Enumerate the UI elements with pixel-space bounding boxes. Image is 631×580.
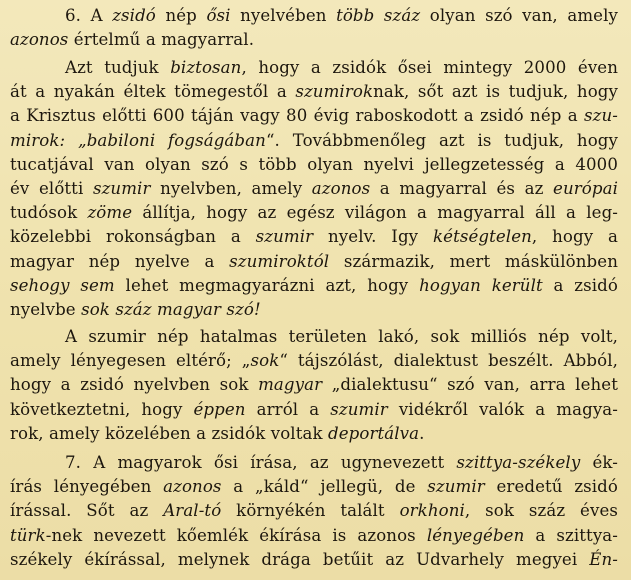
italic-text: Én-	[589, 549, 618, 569]
italic-text: szu-	[584, 106, 618, 126]
text-line	[10, 274, 618, 298]
text-line	[10, 398, 618, 422]
italic-text: ősi	[206, 6, 231, 25]
text-run: hogy a zsidó nyelvben sok	[10, 375, 259, 395]
text-run: következtetni, hogy	[10, 399, 194, 419]
text-line	[10, 28, 618, 52]
text-run: közelebbi rokonságban a	[10, 227, 256, 247]
text-line	[10, 422, 618, 446]
text-run: .	[419, 423, 425, 443]
text-run: nyelvében	[230, 6, 337, 25]
italic-text: hogyan került	[419, 275, 543, 295]
text-line	[10, 548, 618, 572]
paragraph-szumir-origin	[10, 56, 618, 322]
text-run: “ tájszólást, dialektust beszélt. Abból,	[279, 351, 618, 371]
italic-text: deportálva	[328, 423, 420, 443]
text-run: -nek nevezett kőemlék ékírása is azonos	[45, 525, 427, 545]
text-run: lehet megmagyarázni azt, hogy	[114, 275, 420, 295]
paragraph-6	[10, 4, 618, 52]
italic-text: lényegében	[426, 525, 525, 545]
text-run: állítja, hogy az egész világon a magyarral áll a leg-	[132, 203, 618, 223]
text-run: vidékről valók a magya-	[387, 399, 618, 419]
italic-text: sehogy sem	[10, 275, 115, 295]
text-run: nyelvben, amely	[150, 178, 312, 198]
text-run: értelmű a magyarral.	[68, 30, 255, 50]
text-run: 6. A	[65, 6, 113, 25]
text-line	[10, 225, 618, 249]
text-line	[10, 325, 618, 349]
paragraph-szumir-dialects	[10, 325, 618, 446]
italic-text: biztosan	[170, 58, 242, 77]
text-run: , hogy a	[531, 227, 618, 247]
italic-text: európai	[553, 178, 618, 198]
italic-text: éppen	[193, 399, 246, 419]
italic-text: szumir	[255, 227, 314, 247]
text-run: származik, mert máskülönben	[329, 251, 618, 271]
text-line	[10, 201, 618, 225]
text-run: amely lényegesen eltérő; „	[10, 351, 251, 371]
text-run: rok, amely közelében a zsidók voltak	[10, 423, 329, 443]
text-run: eredetű zsidó	[484, 477, 618, 497]
text-line	[10, 298, 618, 322]
text-line	[10, 524, 618, 548]
italic-text: magyar	[258, 375, 323, 395]
text-run: nyelv. Igy	[313, 227, 433, 247]
text-run: magyar nép nyelve a	[10, 251, 230, 271]
text-run: , hogy a zsidók ősei mintegy 2000 éven	[241, 58, 618, 77]
text-line	[10, 451, 618, 475]
text-run: tudósok	[10, 203, 88, 223]
text-line	[10, 475, 618, 499]
text-line	[10, 80, 618, 104]
italic-text: zsidó	[112, 6, 156, 25]
italic-text: kétségtelen	[433, 227, 532, 247]
text-line	[10, 153, 618, 177]
italic-text: azonos	[311, 178, 371, 198]
text-line	[10, 104, 618, 128]
text-run: a Krisztus előtti 600 táján vagy 80 évig raboskodott a zsidó nép a	[10, 106, 585, 126]
text-run: írás lényegében	[10, 477, 164, 497]
italic-text: orkhoni	[399, 501, 465, 521]
italic-text: több száz	[336, 6, 421, 25]
italic-text: türk	[10, 525, 46, 545]
text-run: a szittya-	[524, 525, 618, 545]
text-run: olyan szó van, amely	[420, 6, 618, 25]
italic-text: szumir	[92, 178, 151, 198]
text-line	[10, 349, 618, 373]
text-run: arról a	[245, 399, 331, 419]
text-run: tucatjával van olyan szó s több olyan nyelvi jellegzetesség a 4000	[10, 154, 618, 174]
text-run: Azt tudjuk	[65, 58, 171, 77]
text-run: írással. Sőt az	[10, 501, 164, 521]
text-run: “. Továbbmenőleg azt is tudjuk, hogy	[265, 130, 618, 150]
text-run: „dialektusu“ szó van, arra lehet	[322, 375, 618, 395]
text-line	[10, 499, 618, 523]
text-run: A szumir nép hatalmas területen lakó, sok milliós nép volt,	[65, 327, 618, 346]
text-run: a magyarral és az	[370, 178, 554, 198]
text-run: át a nyakán éltek tömegestől a	[10, 82, 296, 102]
text-run: nak, sőt azt is tudjuk, hogy	[373, 82, 618, 102]
italic-text: mirok: „babiloni fogságában	[10, 130, 266, 150]
text-run: székely ékírással, melynek drága betűit az Udvarhely megyei	[10, 549, 590, 569]
italic-text: Aral-tó	[163, 501, 222, 521]
paragraph-7	[10, 451, 618, 572]
text-run: év előtti	[10, 178, 93, 198]
text-run: a „káld“ jellegü, de	[221, 477, 428, 497]
italic-text: sok	[250, 351, 280, 371]
text-line	[10, 4, 618, 28]
italic-text: azonos	[163, 477, 222, 497]
text-run: ék-	[580, 453, 618, 472]
text-run: a zsidó	[542, 275, 618, 295]
text-line	[10, 177, 618, 201]
text-line	[10, 56, 618, 80]
text-run: nép	[155, 6, 207, 25]
italic-text: szittya-székely	[456, 453, 581, 472]
italic-text: szumir	[330, 399, 388, 419]
text-line	[10, 250, 618, 274]
italic-text: szumiroktól	[229, 251, 330, 271]
text-run: nyelvbe	[10, 299, 82, 319]
text-run: , sok száz éves	[464, 501, 618, 521]
text-run: környékén talált	[221, 501, 400, 521]
text-line	[10, 129, 618, 153]
italic-text: azonos	[10, 30, 69, 50]
text-run: 7. A magyarok ősi írása, az ugynevezett	[65, 453, 457, 472]
text-line	[10, 373, 618, 397]
italic-text: szumir	[427, 477, 485, 497]
italic-text: sok száz magyar szó!	[81, 299, 261, 319]
italic-text: szumirok	[295, 82, 374, 102]
italic-text: zöme	[87, 203, 133, 223]
